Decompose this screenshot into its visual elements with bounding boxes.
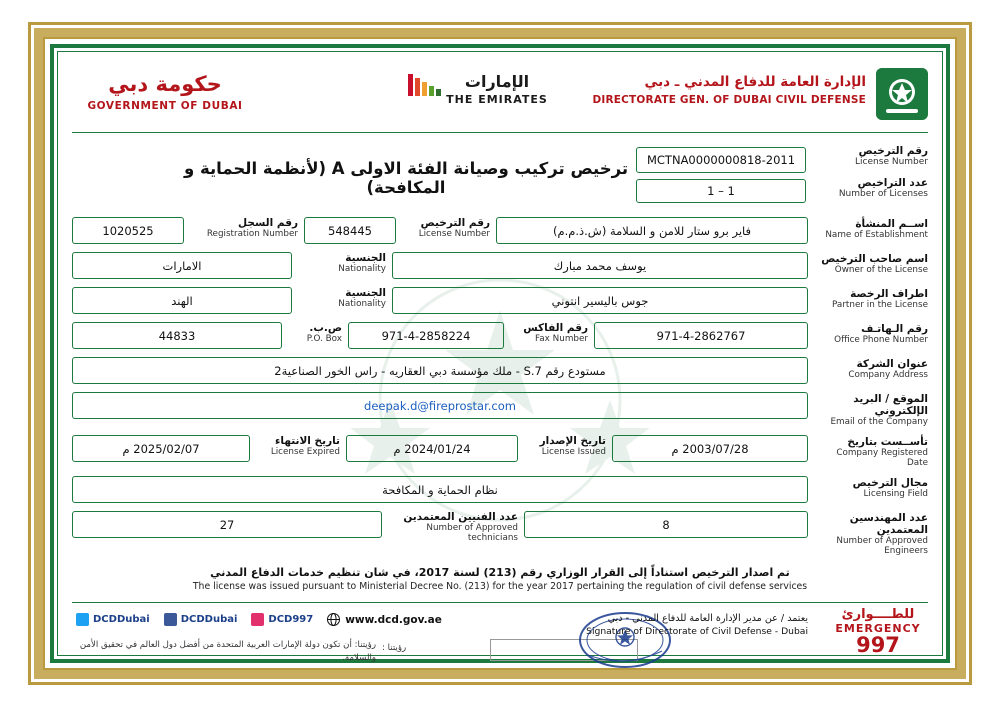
social-twitter[interactable] — [76, 613, 150, 626]
establishment-name-value: فاير برو ستار للامن و السلامة (ش.ذ.م.م) — [496, 217, 808, 244]
dcd-titles — [592, 74, 866, 106]
row-contact — [72, 322, 928, 349]
row-dates — [72, 435, 928, 468]
licensing-field-label: مجال الترخيص Licensing Field — [852, 477, 928, 499]
instagram-icon — [251, 613, 264, 626]
document-header — [72, 70, 928, 133]
company-email-value[interactable]: deepak.d@fireprostar.com — [72, 392, 808, 419]
row-email — [72, 392, 928, 427]
certificate-content — [62, 56, 938, 663]
civil-defense-logo-icon — [876, 68, 928, 120]
license-number2-value: 548445 — [304, 217, 396, 244]
page-title: ترخيص تركيب وصيانة الفئة الاولى A (لأنظمة الحماية و المكافحة) — [183, 159, 629, 197]
company-address-value: مستودع رقم S.7 - ملك مؤسسة دبي العقاريه - راس الخور الصناعية2 — [72, 357, 808, 384]
row-address — [72, 357, 928, 384]
fax-label: رقم الفاكس Fax Number — [523, 322, 588, 344]
establishment-name-label: اســم المنشأة Name of Establishment — [825, 218, 928, 240]
partner-name-value: جوس باليسير انتوني — [392, 287, 808, 314]
social-instagram[interactable] — [251, 613, 313, 626]
number-of-licenses-value: 1 – 1 — [636, 179, 806, 203]
social-links — [76, 613, 442, 626]
signature-block — [586, 613, 808, 637]
po-box-value: 44833 — [72, 322, 282, 349]
license-issued-label: تاريخ الإصدار License Issued — [539, 435, 606, 457]
po-box-label: ص.ب. P.O. Box — [306, 322, 342, 344]
decree-note — [72, 566, 928, 592]
vision-label: رؤيتنا : — [382, 643, 407, 653]
owner-name-label: اسم صاحب الترخيص Owner of the License — [821, 253, 928, 275]
approved-technicians-value: 27 — [72, 511, 382, 538]
number-of-licenses-label-ar: عدد التراخيص — [857, 177, 928, 189]
decree-ar: تم اصدار الترخيص استناداً إلى القرار الوزاري رقم (213) لسنة 2017، في شان تنظيم خدمات الدفاع المدني — [210, 566, 790, 579]
social-instagram-label: DCD997 — [268, 614, 314, 625]
row-staff-counts — [72, 511, 928, 556]
license-number-label-en: License Number — [855, 157, 928, 167]
twitter-icon — [76, 613, 89, 626]
approved-technicians-label: عدد الفنيين المعتمدين Number of Approved technicians — [403, 511, 518, 543]
partner-nationality-value: الهند — [72, 287, 292, 314]
fax-value: 971-4-2858224 — [348, 322, 504, 349]
approved-engineers-value: 8 — [524, 511, 808, 538]
social-twitter-label: DCDDubai — [93, 614, 150, 625]
row-establishment — [72, 217, 928, 244]
dcd-en: DIRECTORATE GEN. OF DUBAI CIVIL DEFENSE — [592, 94, 866, 106]
social-facebook[interactable] — [164, 613, 238, 626]
social-facebook-label: DCDDubai — [180, 614, 238, 625]
decree-en: The license was issued pursuant to Ministerial Decree No. (213) for the year 2017 pertaining the regulation of civil defense services — [192, 581, 808, 592]
emirates-en: THE EMIRATES — [446, 93, 548, 106]
partner-nationality-label: الجنسية Nationality — [338, 287, 386, 309]
globe-icon — [327, 613, 340, 626]
license-number2-label: رقم الترخيص License Number — [418, 217, 490, 239]
number-of-licenses-label-en: Number of Licenses — [838, 189, 928, 199]
license-number-value: MCTNA0000000818-2011 — [636, 147, 806, 173]
government-of-dubai-logo — [80, 72, 250, 112]
owner-name-value: يوسف محمد مبارك — [392, 252, 808, 279]
license-expired-value: 2025/02/07 م — [72, 435, 250, 462]
row-partner — [72, 287, 928, 314]
row-licensing-field — [72, 476, 928, 503]
website-link[interactable] — [327, 613, 442, 626]
license-number-label-ar: رقم الترخيص — [858, 145, 928, 157]
approved-engineers-label: عدد المهندسين المعتمدين Number of Approved Engineers — [836, 512, 928, 556]
vision-disclaimer: رؤيتنا: أن تكون دولة الإمارات العربية المتحدة من أفضل دول العالم في تحقيق الأمن والسلامة. — [79, 640, 376, 663]
company-email-label: الموقع / البريد الإلكتروني Email of the Company — [830, 393, 928, 427]
emergency-number: 997 — [856, 633, 900, 657]
office-phone-label: رقم الـهاتـف Office Phone Number — [834, 323, 928, 345]
row-owner — [72, 252, 928, 279]
dcd-ar: الإدارة العامة للدفاع المدني ـ دبي — [644, 74, 866, 90]
gov-dubai-ar: حكومة دبي — [108, 72, 222, 96]
signature-ar: يعتمد / عن مدير الإدارة العامة للدفاع المدني - دبي — [607, 613, 808, 624]
facebook-icon — [164, 613, 177, 626]
gov-dubai-en: GOVERNMENT OF DUBAI — [87, 100, 243, 112]
registration-number-value: 1020525 — [72, 217, 184, 244]
title-row — [72, 143, 928, 205]
fields-section — [72, 217, 928, 556]
license-expired-label: تاريخ الانتهاء License Expired — [270, 435, 340, 457]
emergency-ar: للطــــوارئ — [841, 607, 915, 622]
website-label: www.dcd.gov.ae — [345, 613, 442, 626]
emergency-block — [828, 607, 928, 656]
emirates-logo — [402, 72, 592, 106]
company-address-label: عنوان الشركة Company Address — [848, 358, 928, 380]
signature-en: Signature of Directorate of Civil Defense - Dubai — [586, 626, 808, 637]
company-registered-date-label: تأســست بتاريخ Company Registered Date — [836, 436, 928, 468]
licensing-field-value: نظام الحماية و المكافحة — [72, 476, 808, 503]
office-phone-value: 971-4-2862767 — [594, 322, 808, 349]
registration-number-label: رقم السجل Registration Number — [206, 217, 298, 239]
partner-name-label: اطراف الرخصة Partner in the License — [832, 288, 928, 310]
document-footer — [72, 602, 928, 697]
license-number-label — [816, 145, 928, 167]
emirates-ar: الإمارات — [464, 72, 530, 91]
license-issued-value: 2024/01/24 م — [346, 435, 518, 462]
company-registered-date-value: 2003/07/28 م — [612, 435, 808, 462]
emergency-en: EMERGENCY — [835, 622, 921, 635]
owner-nationality-label: الجنسية Nationality — [338, 252, 386, 274]
owner-nationality-value: الامارات — [72, 252, 292, 279]
number-of-licenses-label — [816, 177, 928, 199]
